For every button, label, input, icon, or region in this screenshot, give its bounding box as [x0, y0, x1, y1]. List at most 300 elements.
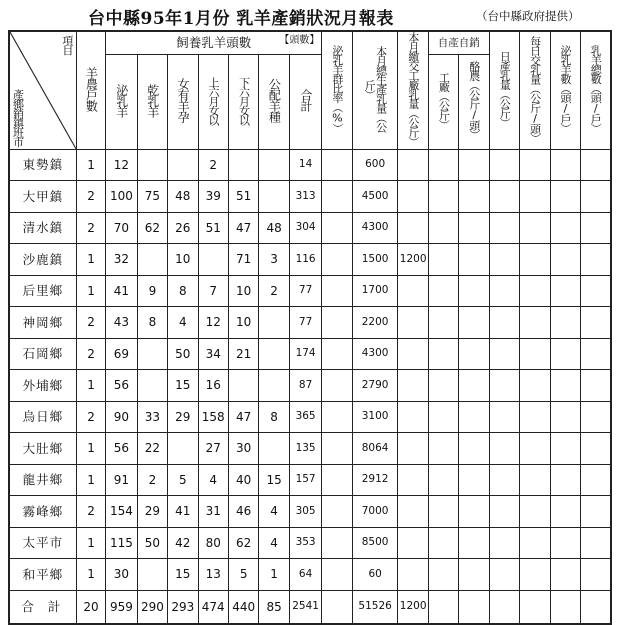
- empty-cell: [459, 307, 489, 339]
- table-row: [9, 401, 611, 433]
- cell-factory: [398, 149, 428, 181]
- cell-town: 霧峰鄉: [9, 496, 76, 528]
- cell-milking: 43: [106, 307, 138, 339]
- cell-factory: [398, 181, 428, 213]
- cell-town: 烏日鄉: [9, 401, 76, 433]
- table-row: [9, 212, 611, 244]
- group-header-self: 自產自銷: [428, 31, 489, 54]
- cell-breeding: 4: [259, 527, 289, 559]
- cell-monthly: 2790: [352, 370, 398, 402]
- empty-cell: [550, 464, 580, 496]
- corner-item-label: 項目: [60, 35, 74, 54]
- cell-dry: 22: [137, 433, 167, 465]
- cell-breeding: [259, 181, 289, 213]
- cell-dry: 2: [137, 464, 167, 496]
- cell-farms: 2: [76, 338, 105, 370]
- cell-breeding: [259, 433, 289, 465]
- empty-cell: [459, 433, 489, 465]
- cell-breeding: 8: [259, 401, 289, 433]
- report-table: [8, 30, 612, 625]
- cell-farms: 1: [76, 244, 105, 276]
- cell-ratio: [322, 590, 352, 624]
- table-row: [9, 370, 611, 402]
- table-row: [9, 496, 611, 528]
- cell-milking: 90: [106, 401, 138, 433]
- empty-cell: [459, 496, 489, 528]
- cell-ratio: [322, 401, 352, 433]
- cell-factory: [398, 527, 428, 559]
- cell-ratio: [322, 527, 352, 559]
- cell-monthly: 8064: [352, 433, 398, 465]
- empty-cell: [580, 370, 611, 402]
- empty-cell: [489, 527, 519, 559]
- cell-dry: [137, 370, 167, 402]
- empty-cell: [520, 275, 550, 307]
- cell-pregnant: 293: [168, 590, 198, 624]
- cell-factory: [398, 370, 428, 402]
- table-row: [9, 338, 611, 370]
- empty-cell: [428, 181, 458, 213]
- empty-cell: [428, 149, 458, 181]
- empty-cell: [489, 590, 519, 624]
- cell-subtotal: 77: [289, 275, 322, 307]
- col-monthly-header: 本月總生產乳量（公斤）: [352, 31, 398, 149]
- cell-town: 清水鎮: [9, 212, 76, 244]
- cell-milking: 41: [106, 275, 138, 307]
- cell-over6: 4: [198, 464, 228, 496]
- cell-milking: 154: [106, 496, 138, 528]
- empty-cell: [489, 244, 519, 276]
- cell-pregnant: 8: [168, 275, 198, 307]
- cell-factory: [398, 212, 428, 244]
- cell-under6: 47: [228, 401, 258, 433]
- empty-cell: [428, 244, 458, 276]
- cell-dry: 290: [137, 590, 167, 624]
- cell-pregnant: 29: [168, 401, 198, 433]
- empty-cell: [489, 149, 519, 181]
- corner-header-cell: [9, 31, 76, 149]
- empty-cell: [580, 275, 611, 307]
- cell-factory: [398, 496, 428, 528]
- cell-monthly: 4500: [352, 181, 398, 213]
- empty-cell: [550, 590, 580, 624]
- cell-pregnant: [168, 433, 198, 465]
- cell-subtotal: 305: [289, 496, 322, 528]
- cell-breeding: [259, 370, 289, 402]
- cell-breeding: 15: [259, 464, 289, 496]
- cell-monthly: 4300: [352, 212, 398, 244]
- empty-cell: [580, 401, 611, 433]
- cell-farms: 2: [76, 181, 105, 213]
- cell-town: 大甲鎮: [9, 181, 76, 213]
- cell-over6: 158: [198, 401, 228, 433]
- table-row: [9, 181, 611, 213]
- empty-cell: [550, 559, 580, 591]
- cell-under6: [228, 149, 258, 181]
- cell-town: 外埔鄉: [9, 370, 76, 402]
- cell-ratio: [322, 559, 352, 591]
- cell-factory: [398, 464, 428, 496]
- empty-cell: [428, 433, 458, 465]
- cell-milking: 12: [106, 149, 138, 181]
- cell-subtotal: 365: [289, 401, 322, 433]
- empty-cell: [580, 559, 611, 591]
- cell-breeding: 85: [259, 590, 289, 624]
- cell-breeding: [259, 338, 289, 370]
- cell-farms: 1: [76, 433, 105, 465]
- col-milking-header: 泌乳羊: [106, 54, 138, 149]
- cell-milking: 32: [106, 244, 138, 276]
- cell-farms: 1: [76, 149, 105, 181]
- cell-under6: 440: [228, 590, 258, 624]
- cell-subtotal: 174: [289, 338, 322, 370]
- cell-farms: 1: [76, 527, 105, 559]
- cell-over6: 51: [198, 212, 228, 244]
- col-milking-head-header: 泌乳羊數（頭/戶）: [550, 31, 580, 149]
- cell-under6: 62: [228, 527, 258, 559]
- empty-cell: [489, 275, 519, 307]
- title-bar: [0, 4, 620, 30]
- empty-cell: [428, 464, 458, 496]
- empty-cell: [580, 212, 611, 244]
- cell-factory: 1200: [398, 590, 428, 624]
- empty-cell: [520, 149, 550, 181]
- cell-milking: 30: [106, 559, 138, 591]
- cell-pregnant: 26: [168, 212, 198, 244]
- cell-factory: [398, 338, 428, 370]
- cell-subtotal: 157: [289, 464, 322, 496]
- empty-cell: [520, 590, 550, 624]
- empty-cell: [520, 433, 550, 465]
- cell-ratio: [322, 244, 352, 276]
- empty-cell: [580, 527, 611, 559]
- empty-cell: [428, 338, 458, 370]
- cell-dry: 50: [137, 527, 167, 559]
- col-dry-header: 乾乳羊: [137, 54, 167, 149]
- cell-factory: 1200: [398, 244, 428, 276]
- empty-cell: [428, 370, 458, 402]
- empty-cell: [459, 149, 489, 181]
- cell-over6: [198, 244, 228, 276]
- cell-under6: 10: [228, 307, 258, 339]
- col-ratio-header: 泌乳羊群比率（%）: [322, 31, 352, 149]
- empty-cell: [550, 181, 580, 213]
- cell-dry: 33: [137, 401, 167, 433]
- empty-cell: [489, 559, 519, 591]
- empty-cell: [520, 307, 550, 339]
- cell-breeding: 3: [259, 244, 289, 276]
- cell-subtotal: 313: [289, 181, 322, 213]
- cell-monthly: 60: [352, 559, 398, 591]
- empty-cell: [428, 401, 458, 433]
- empty-cell: [428, 212, 458, 244]
- cell-monthly: 2200: [352, 307, 398, 339]
- empty-cell: [489, 496, 519, 528]
- empty-cell: [550, 149, 580, 181]
- cell-under6: 71: [228, 244, 258, 276]
- cell-under6: 5: [228, 559, 258, 591]
- cell-subtotal: 2541: [289, 590, 322, 624]
- col-under6-header: 下六月女以: [228, 54, 258, 149]
- cell-over6: 16: [198, 370, 228, 402]
- cell-town: 石岡鄉: [9, 338, 76, 370]
- empty-cell: [520, 464, 550, 496]
- table-row: [9, 559, 611, 591]
- cell-milking: 100: [106, 181, 138, 213]
- cell-over6: 7: [198, 275, 228, 307]
- cell-subtotal: 135: [289, 433, 322, 465]
- provider-note: （台中縣政府提供）: [476, 9, 580, 23]
- cell-monthly: 600: [352, 149, 398, 181]
- cell-under6: [228, 370, 258, 402]
- cell-town: 太平市: [9, 527, 76, 559]
- cell-over6: 13: [198, 559, 228, 591]
- cell-over6: 80: [198, 527, 228, 559]
- cell-subtotal: 116: [289, 244, 322, 276]
- cell-farms: 1: [76, 559, 105, 591]
- cell-farms: 1: [76, 275, 105, 307]
- cell-over6: 31: [198, 496, 228, 528]
- empty-cell: [520, 527, 550, 559]
- empty-cell: [489, 181, 519, 213]
- cell-dry: 8: [137, 307, 167, 339]
- cell-pregnant: 4: [168, 307, 198, 339]
- cell-dry: 29: [137, 496, 167, 528]
- corner-region-label: 產鄉銷鎮班市: [11, 88, 25, 146]
- empty-cell: [550, 370, 580, 402]
- cell-monthly: 7000: [352, 496, 398, 528]
- table-row: [9, 433, 611, 465]
- empty-cell: [459, 244, 489, 276]
- empty-cell: [459, 275, 489, 307]
- empty-cell: [489, 464, 519, 496]
- cell-over6: 12: [198, 307, 228, 339]
- empty-cell: [580, 496, 611, 528]
- empty-cell: [550, 244, 580, 276]
- empty-cell: [550, 401, 580, 433]
- empty-cell: [489, 338, 519, 370]
- empty-cell: [580, 590, 611, 624]
- cell-subtotal: 87: [289, 370, 322, 402]
- col-farms-header: 羊農戶數: [76, 31, 105, 149]
- col-total-head-header: 乳羊總數（頭/戶）: [580, 31, 611, 149]
- empty-cell: [520, 559, 550, 591]
- cell-town: 和平鄉: [9, 559, 76, 591]
- cell-over6: 39: [198, 181, 228, 213]
- cell-breeding: [259, 307, 289, 339]
- table-row: [9, 244, 611, 276]
- group-unit: 【頭數】: [279, 35, 320, 46]
- cell-milking: 56: [106, 370, 138, 402]
- empty-cell: [580, 338, 611, 370]
- cell-farms: 20: [76, 590, 105, 624]
- empty-cell: [520, 212, 550, 244]
- cell-milking: 91: [106, 464, 138, 496]
- empty-cell: [580, 433, 611, 465]
- cell-pregnant: 15: [168, 559, 198, 591]
- total-row: [9, 590, 611, 624]
- empty-cell: [428, 496, 458, 528]
- cell-dry: [137, 244, 167, 276]
- empty-cell: [520, 496, 550, 528]
- group-label: 飼養乳羊頭數: [176, 35, 252, 51]
- empty-cell: [550, 527, 580, 559]
- empty-cell: [550, 338, 580, 370]
- empty-cell: [459, 559, 489, 591]
- cell-subtotal: 353: [289, 527, 322, 559]
- cell-subtotal: 304: [289, 212, 322, 244]
- cell-dry: 9: [137, 275, 167, 307]
- empty-cell: [550, 275, 580, 307]
- cell-milking: 959: [106, 590, 138, 624]
- cell-ratio: [322, 338, 352, 370]
- cell-over6: 34: [198, 338, 228, 370]
- empty-cell: [459, 590, 489, 624]
- cell-subtotal: 14: [289, 149, 322, 181]
- empty-cell: [520, 401, 550, 433]
- cell-ratio: [322, 433, 352, 465]
- cell-breeding: 48: [259, 212, 289, 244]
- cell-pregnant: [168, 149, 198, 181]
- cell-farms: 2: [76, 307, 105, 339]
- group-header-goats: [106, 31, 322, 54]
- empty-cell: [580, 307, 611, 339]
- cell-ratio: [322, 275, 352, 307]
- empty-cell: [459, 370, 489, 402]
- cell-under6: 47: [228, 212, 258, 244]
- table-row: [9, 275, 611, 307]
- cell-under6: 51: [228, 181, 258, 213]
- cell-pregnant: 42: [168, 527, 198, 559]
- empty-cell: [428, 275, 458, 307]
- cell-breeding: 1: [259, 559, 289, 591]
- cell-ratio: [322, 464, 352, 496]
- cell-ratio: [322, 212, 352, 244]
- table-row: [9, 307, 611, 339]
- cell-monthly: 2912: [352, 464, 398, 496]
- table-row: [9, 149, 611, 181]
- cell-farms: 1: [76, 370, 105, 402]
- empty-cell: [550, 433, 580, 465]
- col-daily-header: 日產乳量（公斤）: [489, 31, 519, 149]
- cell-town: 神岡鄉: [9, 307, 76, 339]
- col-subtotal-header: 合計: [289, 54, 322, 149]
- empty-cell: [520, 181, 550, 213]
- cell-monthly: 1500: [352, 244, 398, 276]
- cell-farms: 2: [76, 401, 105, 433]
- empty-cell: [580, 464, 611, 496]
- empty-cell: [520, 370, 550, 402]
- cell-town: 后里鄉: [9, 275, 76, 307]
- cell-town: 合計: [9, 590, 76, 624]
- cell-factory: [398, 433, 428, 465]
- empty-cell: [459, 212, 489, 244]
- col-over6-header: 上六月女以: [198, 54, 228, 149]
- empty-cell: [428, 590, 458, 624]
- cell-dry: [137, 149, 167, 181]
- empty-cell: [489, 401, 519, 433]
- empty-cell: [489, 212, 519, 244]
- cell-pregnant: 10: [168, 244, 198, 276]
- col-breeding-header: 公配羊種: [259, 54, 289, 149]
- cell-under6: 21: [228, 338, 258, 370]
- cell-pregnant: 5: [168, 464, 198, 496]
- cell-milking: 70: [106, 212, 138, 244]
- cell-pregnant: 48: [168, 181, 198, 213]
- cell-breeding: 2: [259, 275, 289, 307]
- cell-factory: [398, 401, 428, 433]
- empty-cell: [580, 149, 611, 181]
- cell-town: 東勢鎮: [9, 149, 76, 181]
- cell-monthly: 4300: [352, 338, 398, 370]
- empty-cell: [520, 244, 550, 276]
- cell-under6: 10: [228, 275, 258, 307]
- cell-under6: 40: [228, 464, 258, 496]
- empty-cell: [489, 433, 519, 465]
- cell-farms: 2: [76, 212, 105, 244]
- cell-monthly: 51526: [352, 590, 398, 624]
- report-title: 台中縣95年1月份 乳羊產銷狀況月報表: [88, 9, 394, 29]
- cell-farms: 2: [76, 496, 105, 528]
- cell-pregnant: 50: [168, 338, 198, 370]
- cell-town: 沙鹿鎮: [9, 244, 76, 276]
- cell-ratio: [322, 370, 352, 402]
- table-row: [9, 464, 611, 496]
- empty-cell: [428, 307, 458, 339]
- empty-cell: [489, 370, 519, 402]
- empty-cell: [459, 181, 489, 213]
- col-self-farm-header: 酪農（公斤/頭）: [459, 54, 489, 149]
- col-daily-per-head-header: 每日交乳量（公斤/頭）: [520, 31, 550, 149]
- empty-cell: [550, 212, 580, 244]
- cell-ratio: [322, 307, 352, 339]
- cell-pregnant: 15: [168, 370, 198, 402]
- empty-cell: [550, 496, 580, 528]
- table-body: [9, 149, 611, 624]
- cell-subtotal: 64: [289, 559, 322, 591]
- cell-factory: [398, 307, 428, 339]
- cell-ratio: [322, 181, 352, 213]
- empty-cell: [489, 307, 519, 339]
- empty-cell: [428, 527, 458, 559]
- cell-dry: 75: [137, 181, 167, 213]
- cell-over6: 27: [198, 433, 228, 465]
- empty-cell: [550, 307, 580, 339]
- cell-factory: [398, 275, 428, 307]
- cell-ratio: [322, 149, 352, 181]
- table-row: [9, 527, 611, 559]
- empty-cell: [459, 464, 489, 496]
- cell-monthly: 3100: [352, 401, 398, 433]
- cell-dry: [137, 559, 167, 591]
- col-self-factory-header: 工廠（公斤）: [428, 54, 458, 149]
- cell-dry: [137, 338, 167, 370]
- empty-cell: [580, 244, 611, 276]
- col-factory-header: 本月繳交工廠乳量（公斤）: [398, 31, 428, 149]
- cell-town: 龍井鄉: [9, 464, 76, 496]
- cell-milking: 56: [106, 433, 138, 465]
- cell-ratio: [322, 496, 352, 528]
- cell-factory: [398, 559, 428, 591]
- cell-under6: 30: [228, 433, 258, 465]
- cell-over6: 474: [198, 590, 228, 624]
- cell-town: 大肚鄉: [9, 433, 76, 465]
- cell-milking: 69: [106, 338, 138, 370]
- empty-cell: [520, 338, 550, 370]
- empty-cell: [459, 401, 489, 433]
- empty-cell: [459, 338, 489, 370]
- cell-subtotal: 77: [289, 307, 322, 339]
